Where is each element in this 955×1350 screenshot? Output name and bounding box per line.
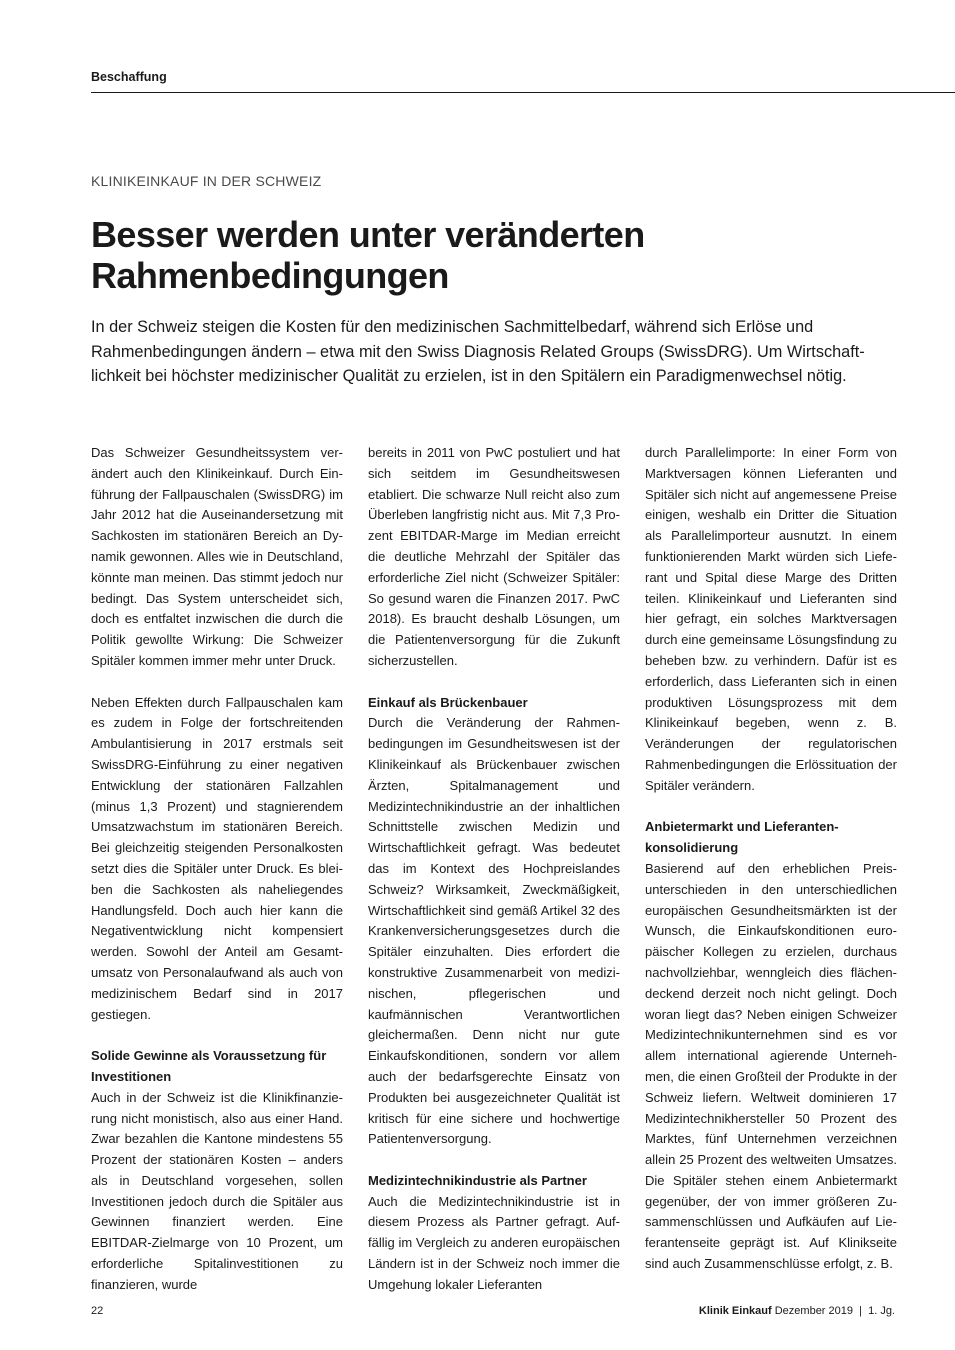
article-kicker: KLINIKEINKAUF IN DER SCHWEIZ bbox=[91, 173, 322, 189]
paragraph: Das Schweizer Gesundheitssystem verändert auch den Klinikeinkauf. Durch Einführung der Fallpauschalen (SwissDRG) im Jahr 2012 hat die Auseinandersetzung mit Sachkosten im stationären Bereich an Dynamik gewonnen. Alles wie in Deutschland, könnte man meinen. Das stimmt jedoch nur bedingt. Das System unterscheidet sich, doch es entfaltet inzwischen die durch die Politik gewollte Wirkung: Die Schweizer Spitäler kommen immer mehr unter Druck. bbox=[91, 445, 343, 668]
paragraph: Durch die Veränderung der Rahmenbedingungen im Gesundheitswesen ist der Klinikeinkauf als Brückenbauer zwischen Ärzten, Spitalmanagement und Medizintechnikindustrie an der inhaltlichen Schnittstelle zwischen Medizin und Wirtschaftlichkeit gefragt. Was bedeutet das im Kontext des Hochpreislandes Schweiz? Wirksamkeit, Zweckmäßigkeit, Wirtschaftlichkeit sind gemäß Artikel 32 des Krankenversicherungsgesetzes durch die Spitäler einzuhalten. Dies erfordert die konstruktive Zusammenarbeit von medizinischen, pflegerischen und kaufmännischen Verantwortlichen gleichermaßen. Denn nicht nur gute Einkaufskonditionen, sondern vor allem auch der bedarfsgerechte Einsatz von Produkten bei ausgezeichneter Qualität ist kritisch für eine sichere und hochwertige Patientenversorgung. bbox=[368, 715, 620, 1147]
subheading: Anbietermarkt und Lieferantenkonsolidierung bbox=[645, 819, 839, 856]
paragraph: Auch in der Schweiz ist die Klinikfinanzierung nicht monistisch, also aus einer Hand. Zwar bezahlen die Kantone mindestens 55 Prozent der stationären Kosten – anders als in Deutschland vorgesehen, sollen Investitionen jedoch durch die Spitäler aus Gewinnen finanziert werden. Eine EBITDAR-Zielmarge von 10 Prozent, um erforderliche Spitalinvestitionen zu finanzieren, wurde bbox=[91, 1089, 343, 1292]
article-title-line-1: Besser werden unter veränderten bbox=[91, 214, 645, 255]
subheading: Solide Gewinne als Voraussetzung für Investitionen bbox=[91, 1048, 327, 1084]
publication-brand: Klinik Einkauf bbox=[698, 1305, 772, 1317]
subheading: Einkauf als Brückenbauer bbox=[368, 694, 528, 710]
header-rule bbox=[91, 92, 955, 93]
footer-publication bbox=[699, 1305, 895, 1317]
text-column-3 bbox=[645, 443, 897, 1275]
paragraph: Auch die Medizintechnikindustrie ist in diesem Prozess als Partner gefragt. Auffällig im Vergleich zu anderen europäischen Ländern ist in der Schweiz noch immer die Umgehung lokaler Lieferanten bbox=[368, 1193, 620, 1292]
paragraph: Neben Effekten durch Fallpauschalen kam es zudem in Folge der fortschreitenden Ambulantisierung in 2017 erstmals seit SwissDRG-Einführung zu einer negativen Entwicklung der stationären Fallzahlen (minus 1,3 Prozent) und stagnierendem Umsatzwachstum im stationären Bereich. Bei gleichzeitig steigenden Personalkosten setzt dies die Spitäler unter Druck. Es bleiben die Sachkosten als naheliegendes Handlungsfeld. Doch auch hier kann die Negativentwicklung nicht kompensiert werden. Sowohl der Anteil am Gesamtumsatz von Personalaufwand als auch von medizinischem Bedarf sind in 2017 gestiegen. bbox=[91, 694, 343, 1022]
paragraph: Basierend auf den erheblichen Preisunterschieden in den unterschiedlichen europäischen Gesundheitsmärkten ist der Wunsch, die Einkaufskonditionen europäischer Kollegen zu erzielen, durchaus nachvollziehbar, wenngleich dies flächendeckend derzeit noch nicht gelingt. Doch woran liegt das? Neben einigen Schweizer Medizintechnikunternehmen sind es vor allem international agierende Unternehmen, die einen Großteil der Produkte in der Schweiz liefern. Weltweit dominieren 17 Medizintechnikhersteller 50 Prozent des Marktes, fünf Unternehmen verzeichnen allein 25 Prozent des weltweiten Umsatzes. Die Spitäler stehen einem Anbietermarkt gegenüber, der von immer größeren Zusammenschlüssen und Aufkäufen auf Lieferantenseite geprägt ist. Auf Klinikseite sind auch Zusammenschlüsse erfolgt, z. B. bbox=[645, 860, 897, 1272]
text-column-1 bbox=[91, 443, 343, 1296]
publication-issue: Dezember 2019 | 1. Jg. bbox=[774, 1305, 895, 1317]
subheading: Medizintechnikindustrie als Partner bbox=[368, 1172, 587, 1188]
paragraph: durch Parallelimporte: In einer Form von Marktversagen können Lieferanten und Spitäler sich nicht auf angemessene Preise einigen, weshalb ein Dritter die Situation als Parallelimporteur ausnutzt. In einem funktionierenden Markt würden sich Lieferant und Spital diese Marge des Dritten teilen. Klinikeinkauf und Lieferanten sind hier gefragt, ein solches Marktversagen durch eine gemeinsame Lösungsfindung zu beheben bzw. zu verhindern. Dafür ist es erforderlich, dass Lieferanten sich in einen produktiven Lösungsprozess mit dem Klinikeinkauf begeben, wenn z. B. Veränderungen der regulatorischen Rahmenbedingungen die Erlössituation der Spitäler verändern. bbox=[645, 445, 897, 793]
section-label: Beschaffung bbox=[91, 70, 167, 84]
paragraph: bereits in 2011 von PwC postuliert und hat sich seitdem im Gesundheitswesen etabliert. Die schwarze Null reicht also zum Überleben langfristig nicht aus. Mit 7,3 Prozent EBITDAR-Marge im Median erreicht die deutliche Mehrzahl der Spitäler das erforderliche Ziel nicht (Schweizer Spitäler: So gesund waren die Finanzen 2017. PwC 2018). Es braucht deshalb Lösungen, um die Patientenversorgung für die Zukunft sicherzustellen. bbox=[368, 445, 620, 668]
article-lead: In der Schweiz steigen die Kosten für den medizinischen Sachmittelbedarf, während sich Erlöse und Rahmenbedingungen ändern – etwa mit den Swiss Diagnosis Related Groups (SwissDRG). Um Wirtschaftlichkeit bei höchster medizinischer Qualität zu erzielen, ist in den Spitälern ein Paradigmenwechsel nötig. bbox=[91, 318, 865, 385]
page-number: 22 bbox=[91, 1305, 104, 1317]
text-column-2 bbox=[368, 443, 620, 1296]
article-title bbox=[91, 214, 891, 296]
article-title-line-2: Rahmenbedingungen bbox=[91, 255, 449, 296]
